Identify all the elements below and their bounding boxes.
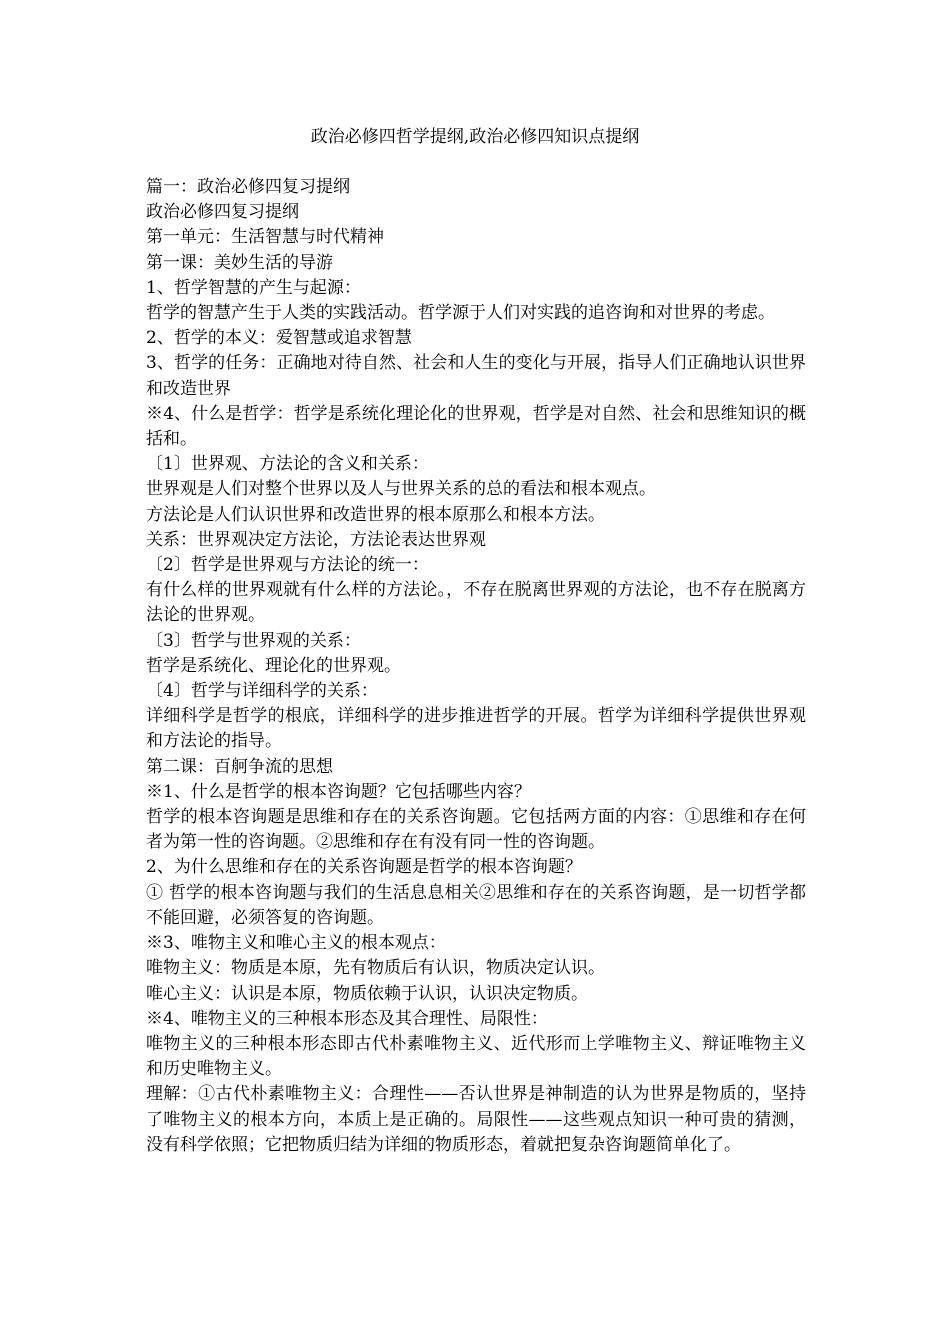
paragraph: 唯物主义：物质是本原，先有物质后有认识，物质决定认识。 [146, 958, 605, 979]
paragraph: ※3、唯物主义和唯心主义的根本观点： [146, 933, 446, 954]
paragraph: 1、哲学智慧的产生与起源： [146, 277, 361, 298]
paragraph: 〔3〕哲学与世界观的关系： [146, 630, 361, 651]
paragraph: 第二课：百舸争流的思想 [146, 756, 333, 777]
paragraph: 哲学是系统化、理论化的世界观。 [146, 655, 401, 676]
paragraph: ※4、唯物主义的三种根本形态及其合理性、局限性： [146, 1008, 548, 1029]
paragraph: 2、为什么思维和存在的关系咨询题是哲学的根本咨询题？ [146, 857, 582, 878]
document-title: 政治必修四哲学提纲,政治必修四知识点提纲 [310, 127, 640, 147]
paragraph: 〔1〕世界观、方法论的含义和关系： [146, 454, 429, 475]
paragraph: 唯心主义：认识是本原，物质依赖于认识，认识决定物质。 [146, 983, 588, 1004]
paragraph: 世界观是人们对整个世界以及人与世界关系的总的看法和根本观点。 [146, 479, 656, 500]
paragraph: ※1、什么是哲学的根本咨询题？它包括哪些内容？ [146, 781, 531, 802]
paragraph: 第一单元：生活智慧与时代精神 [146, 227, 384, 248]
paragraph: ① 哲学的根本咨询题与我们的生活息息相关②思维和存在的关系咨询题，是一切哲学都不能回避，必须答复的咨询题。 [146, 882, 806, 928]
paragraph: 唯物主义的三种根本形态即古代朴素唯物主义、近代形而上学唯物主义、辩证唯物主义和历史唯物主义。 [146, 1033, 806, 1080]
paragraph: 3、哲学的任务：正确地对待自然、社会和人生的变化与开展，指导人们正确地认识世界和改造世界 [146, 353, 806, 399]
paragraph: 政治必修四复习提纲 [146, 202, 299, 223]
paragraph: 关系：世界观决定方法论，方法论表达世界观 [146, 529, 486, 550]
paragraph: 哲学的根本咨询题是思维和存在的关系咨询题。它包括两方面的内容：①思维和存在何者为第一性的咨询题。②思维和存在有没有同一性的咨询题。 [146, 807, 806, 853]
paragraph: 〔2〕哲学是世界观与方法论的统一： [146, 555, 429, 576]
paragraph: 哲学的智慧产生于人类的实践活动。哲学源于人们对实践的追咨询和对世界的考虑。 [146, 303, 775, 324]
paragraph: 有什么样的世界观就有什么样的方法论。，不存在脱离世界观的方法论，也不存在脱离方法论的世界观。 [146, 580, 806, 626]
paragraph: 第一课：美妙生活的导游 [146, 252, 333, 273]
paragraph: 理解：①古代朴素唯物主义：合理性——否认世界是神制造的认为世界是物质的，坚持了唯物主义的根本方向，本质上是正确的。局限性——这些观点知识一种可贵的猜测，没有科学依照；它把物质归结为详细的物质形态，着就把复杂咨询题简单化了。 [146, 1084, 806, 1155]
paragraph: ※4、什么是哲学：哲学是系统化理论化的世界观，哲学是对自然、社会和思维知识的概括和。 [146, 403, 806, 450]
paragraph: 详细科学是哲学的根底，详细科学的进步推进哲学的开展。哲学为详细科学提供世界观和方法论的指导。 [146, 706, 806, 752]
paragraph: 2、哲学的本义：爱智慧或追求智慧 [146, 328, 412, 349]
paragraph: 〔4〕哲学与详细科学的关系： [146, 681, 378, 702]
paragraph: 篇一：政治必修四复习提纲 [146, 177, 350, 197]
document-body [146, 175, 806, 1158]
paragraph: 方法论是人们认识世界和改造世界的根本原那么和根本方法。 [146, 504, 605, 525]
